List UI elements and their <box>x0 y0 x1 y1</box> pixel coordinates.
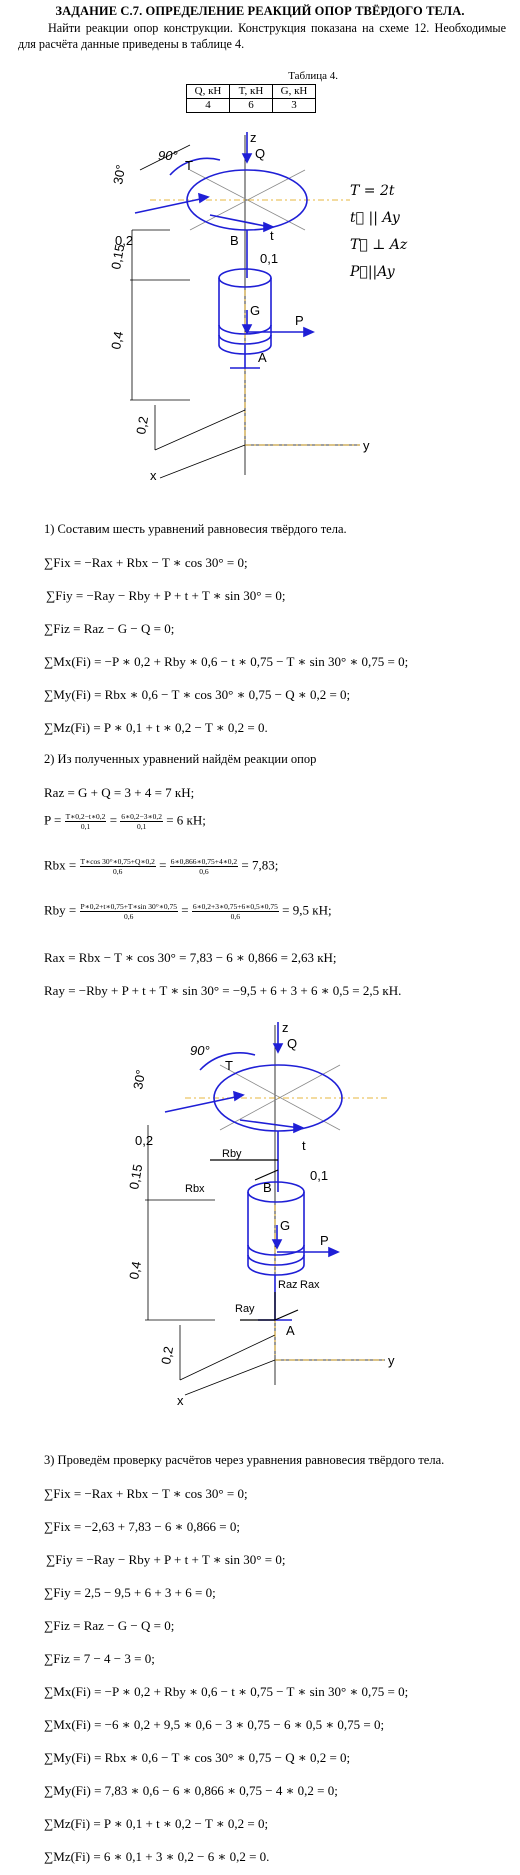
A-label: A <box>258 350 267 365</box>
T-label: T <box>225 1058 233 1073</box>
table-caption: Таблица 4. <box>288 70 338 82</box>
intro-paragraph: Найти реакции опор конструкции. Конструкция показана на схеме 12. Необходимые для расчёта данные приведены в таблице 4. <box>18 21 506 51</box>
P-label: P <box>320 1233 329 1248</box>
dim-02b-label: 0,2 <box>158 1345 177 1366</box>
Rbx-label: Rbx <box>185 1183 205 1195</box>
equation-rhs: = 9,5 кН; <box>282 902 332 918</box>
equation: ∑Fix = −Rax + Rbx − T ∗ cos 30° = 0; <box>44 555 248 570</box>
arrow-head <box>304 328 313 336</box>
section-3-heading: 3) Проведём проверку расчётов через уравнения равновесия твёрдого тела. <box>44 1453 445 1467</box>
equation-rbx: Rbx = $\frac{T∗\cos 30^\circ∗0,75+Q∗0,2}{0,6}$ = $\frac{6∗0,866∗0,75+4∗0,2}{0,6}$ = 7,83; <box>44 857 279 876</box>
equation: ∑My(Fi) = Rbx ∗ 0,6 − T ∗ cos 30° ∗ 0,75 − Q ∗ 0,2 = 0; <box>44 1750 351 1765</box>
dim-02b-label: 0,2 <box>133 415 152 436</box>
fraction: $\frac{6∗0,2-3∗0,2}{0,1}$ <box>121 812 162 831</box>
cylinder-ring <box>248 1255 304 1265</box>
reaction-Rbx-arrow <box>255 1170 278 1180</box>
table-cell: 6 <box>230 99 273 113</box>
cylinder-top <box>248 1182 304 1202</box>
t-label: t <box>270 228 274 243</box>
Ray-label: Ray <box>235 1303 255 1315</box>
equation: ∑Fiy = −Ray − Rby + P + t + T ∗ sin 30° = 0; <box>46 588 286 603</box>
Raz-label: Raz <box>278 1279 298 1291</box>
scheme-figure-1 <box>110 130 490 490</box>
equation-lhs: Rby = <box>44 902 80 918</box>
Q-label: Q <box>287 1036 298 1051</box>
fraction: $\frac{6∗0,2+3∗0,75+6∗0,5∗0,75}{0,6}$ <box>192 902 278 921</box>
equation-rhs: = 7,83; <box>241 857 279 873</box>
page-title: ЗАДАНИЕ С.7. ОПРЕДЕЛЕНИЕ РЕАКЦИЙ ОПОР ТВЁРДОГО ТЕЛА. <box>55 4 465 18</box>
equation-raz: Raz = G + Q = 3 + 4 = 7 кН; <box>44 785 195 800</box>
dim-015-label: 0,15 <box>108 242 128 271</box>
condition-2: t⃗ || Ay <box>350 210 400 226</box>
section-1-heading: 1) Составим шесть уравнений равновесия твёрдого тела. <box>44 522 347 536</box>
z-label: z <box>250 130 257 145</box>
x-axis-line <box>160 445 245 478</box>
scheme-figure-2 <box>126 1020 430 1420</box>
Rax-label: Rax <box>300 1279 320 1291</box>
angle-90-label: 90° <box>158 148 178 163</box>
P-label: P <box>295 313 304 328</box>
x-axis-line <box>185 1360 275 1395</box>
equation: ∑Fix = −2,63 + 7,83 − 6 ∗ 0,866 = 0; <box>44 1519 240 1534</box>
fraction: $\frac{6∗0,866∗0,75+4∗0,2}{0,6}$ <box>170 857 238 876</box>
t-label: t <box>302 1138 306 1153</box>
fraction: $\frac{T∗\cos 30^\circ∗0,75+Q∗0,2}{0,6}$ <box>80 857 155 876</box>
fraction: $\frac{P∗0,2+t∗0,75+T∗\sin 30^\circ∗0,75}{0,6}$ <box>80 902 177 921</box>
Q-label: Q <box>255 146 266 161</box>
equation-p: P = $\frac{T∗0,2-t∗0,2}{0,1}$ = $\frac{6∗0,2-3∗0,2}{0,1}$ = 6 кН; <box>44 812 206 831</box>
equation: ∑Fiz = Raz − G − Q = 0; <box>44 621 175 636</box>
section-2-heading: 2) Из полученных уравнений найдём реакции опор <box>44 752 317 766</box>
x-label: x <box>150 468 157 483</box>
arrow-head <box>294 1124 303 1132</box>
table-header-row <box>187 85 316 99</box>
G-label: G <box>280 1218 291 1233</box>
condition-4: P⃗||Ay <box>350 264 395 280</box>
B-label: B <box>230 233 239 248</box>
cylinder-bottom <box>248 1265 304 1275</box>
equation: ∑Mx(Fi) = −6 ∗ 0,2 + 9,5 ∗ 0,6 − 3 ∗ 0,75 − 6 ∗ 0,5 ∗ 0,75 = 0; <box>44 1717 385 1732</box>
equation: ∑My(Fi) = 7,83 ∗ 0,6 − 6 ∗ 0,866 ∗ 0,75 − 4 ∗ 0,2 = 0; <box>44 1783 338 1798</box>
y-label: y <box>363 438 370 453</box>
table-row <box>187 99 316 113</box>
dim-02-label: 0,2 <box>135 1133 154 1148</box>
data-table <box>186 84 316 113</box>
dim-01-label: 0,1 <box>310 1168 329 1183</box>
dim-slant <box>180 1335 275 1380</box>
G-label: G <box>250 303 261 318</box>
table-header-cell: T, кН <box>230 85 273 99</box>
equation-lhs: Rbx = <box>44 857 80 873</box>
equation: ∑Mz(Fi) = P ∗ 0,1 + t ∗ 0,2 − T ∗ 0,2 = 0; <box>44 1816 269 1831</box>
x-label: x <box>177 1393 184 1408</box>
arrow-head <box>329 1248 338 1256</box>
equation: ∑Mz(Fi) = 6 ∗ 0,1 + 3 ∗ 0,2 − 6 ∗ 0,2 = 0. <box>44 1849 270 1864</box>
equation: ∑Fiy = −Ray − Rby + P + t + T ∗ sin 30° = 0; <box>46 1552 286 1567</box>
y-label: y <box>388 1353 395 1368</box>
equation: ∑Fiz = Raz − G − Q = 0; <box>44 1618 175 1633</box>
equation: ∑Mx(Fi) = −P ∗ 0,2 + Rby ∗ 0,6 − t ∗ 0,75 − T ∗ sin 30° ∗ 0,75 = 0; <box>44 654 409 669</box>
table-header-cell: G, кН <box>273 85 316 99</box>
fraction: $\frac{T∗0,2-t∗0,2}{0,1}$ <box>65 812 106 831</box>
table-cell: 4 <box>187 99 230 113</box>
equation: ∑Mz(Fi) = P ∗ 0,1 + t ∗ 0,2 − T ∗ 0,2 = 0. <box>44 720 268 735</box>
B-label: B <box>263 1180 272 1195</box>
arrow-head <box>243 154 251 162</box>
equation: ∑My(Fi) = Rbx ∗ 0,6 − T ∗ cos 30° ∗ 0,75 − Q ∗ 0,2 = 0; <box>44 687 351 702</box>
condition-3: T⃗ ⊥ Az <box>350 237 408 253</box>
table-header-cell: Q, кН <box>187 85 230 99</box>
equation-rax: Rax = Rbx − T ∗ cos 30° = 7,83 − 6 ∗ 0,866 = 2,63 кН; <box>44 950 337 965</box>
equation-rby: Rby = $\frac{P∗0,2+t∗0,75+T∗\sin 30^\circ∗0,75}{0,6}$ = $\frac{6∗0,2+3∗0,75+6∗0,5∗0,75}{0,6}$ = 9,5 кН; <box>44 902 332 921</box>
arrow-head <box>234 1092 243 1100</box>
Rby-label: Rby <box>222 1148 242 1160</box>
angle-30-label: 30° <box>110 163 129 186</box>
dim-slant <box>155 410 245 450</box>
condition-1: T = 2t <box>350 183 395 199</box>
z-label: z <box>282 1020 289 1035</box>
reaction-Rax-arrow <box>275 1310 298 1320</box>
dim-04-label: 0,4 <box>126 1260 145 1281</box>
angle-30-label: 30° <box>130 1068 149 1091</box>
dim-04-label: 0,4 <box>108 330 127 351</box>
dim-015-label: 0,15 <box>126 1162 146 1191</box>
equation: ∑Mx(Fi) = −P ∗ 0,2 + Rby ∗ 0,6 − t ∗ 0,75 − T ∗ sin 30° ∗ 0,75 = 0; <box>44 1684 409 1699</box>
dim-01-label: 0,1 <box>260 251 279 266</box>
arrow-head <box>199 194 208 202</box>
equation-ray: Ray = −Rby + P + t + T ∗ sin 30° = −9,5 + 6 + 3 + 6 ∗ 0,5 = 2,5 кН. <box>44 983 402 998</box>
angle-90-label: 90° <box>190 1043 210 1058</box>
table-cell: 3 <box>273 99 316 113</box>
force-t-arrow <box>210 215 270 227</box>
arrow-head <box>273 1240 281 1248</box>
equation: ∑Fiz = 7 − 4 − 3 = 0; <box>44 1651 155 1666</box>
equation: ∑Fix = −Rax + Rbx − T ∗ cos 30° = 0; <box>44 1486 248 1501</box>
equation: ∑Fiy = 2,5 − 9,5 + 6 + 3 + 6 = 0; <box>44 1585 216 1600</box>
force-T-arrow <box>165 1096 240 1112</box>
dim-02-label: 0,2 <box>115 233 134 248</box>
equation-rhs: = 6 кН; <box>166 812 206 828</box>
T-label: T <box>185 158 193 173</box>
A-label: A <box>286 1323 295 1338</box>
equation-lhs: P = <box>44 812 65 828</box>
